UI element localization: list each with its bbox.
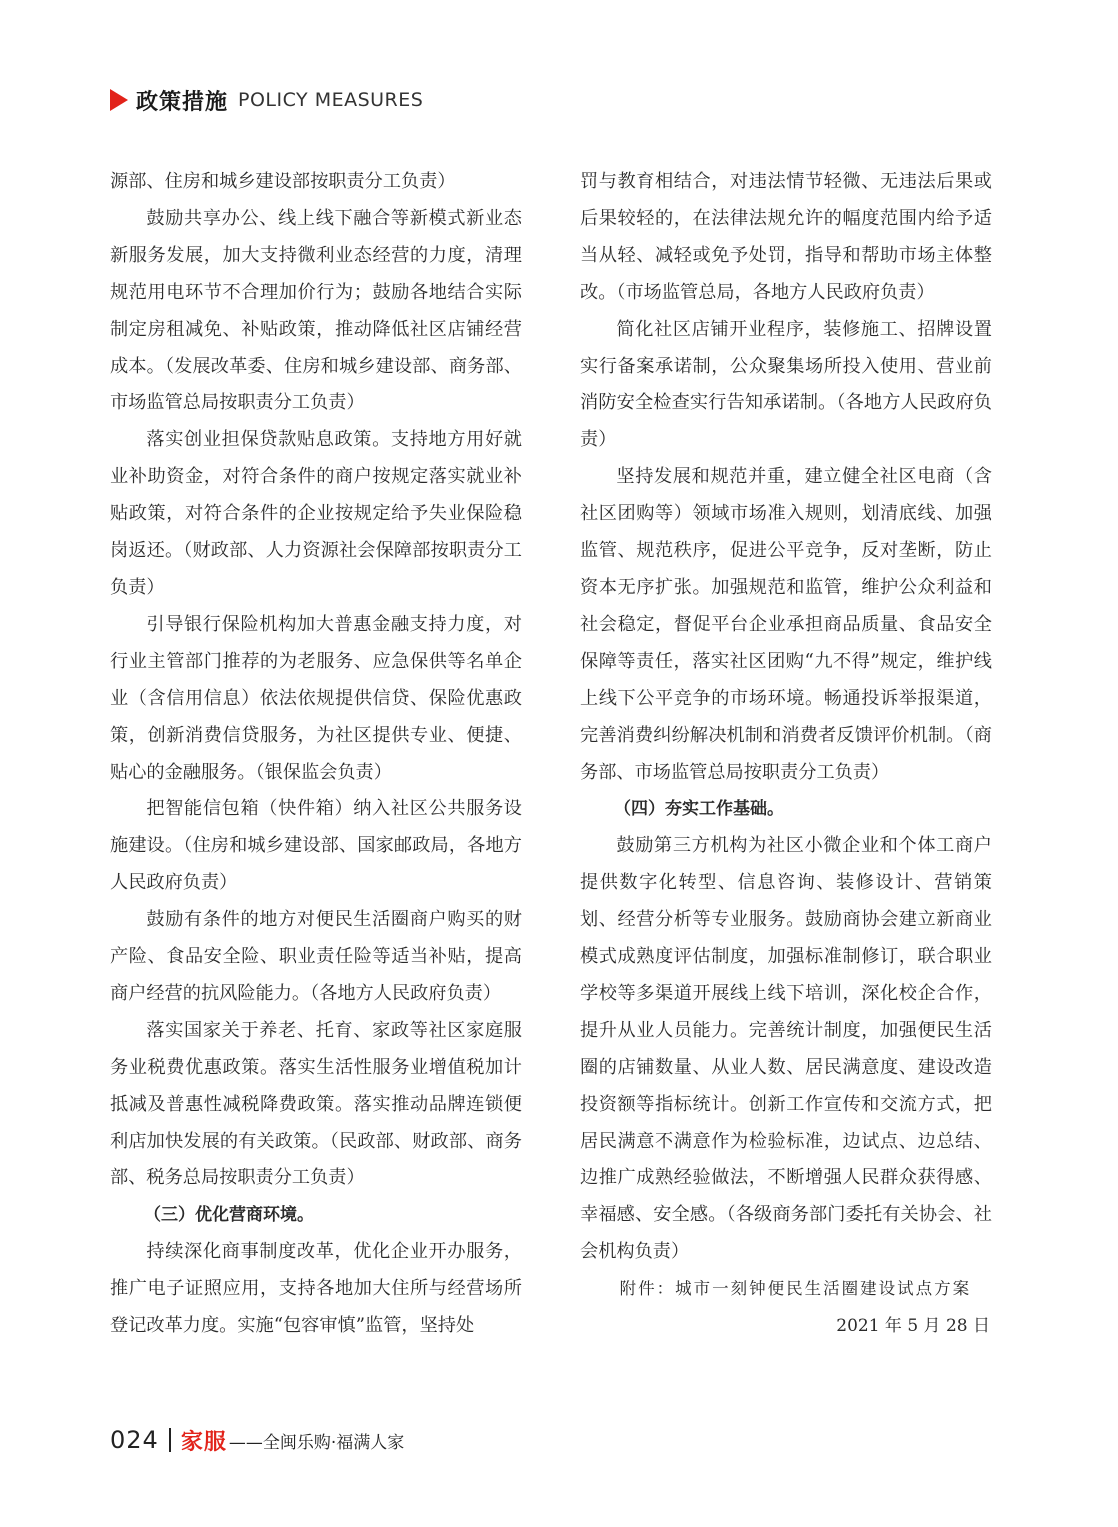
page-footer [110,1424,404,1456]
page-number: 024 [110,1426,159,1454]
paragraph: 把智能信包箱（快件箱）纳入社区公共服务设施建设。（住房和城乡建设部、国家邮政局，各地方人民政府负责） [110,798,522,894]
paragraph: 引导银行保险机构加大普惠金融支持力度，对行业主管部门推荐的为老服务、应急保供等名单企业（含信用信息）依法依规提供信贷、保险优惠政策，创新消费信贷服务，为社区提供专业、便捷、贴心的金融服务。（银保监会负责） [110,613,522,783]
paragraph: 简化社区店铺开业程序，装修施工、招牌设置实行备案承诺制，公众聚集场所投入使用、营业前消防安全检查实行告知承诺制。（各地方人民政府负责） [580,318,992,451]
paragraph: 罚与教育相结合，对违法情节轻微、无违法后果或后果较轻的，在法律法规允许的幅度范围内给予适当从轻、减轻或免予处罚，指导和帮助市场主体整改。（市场监管总局，各地方人民政府负责） [580,171,992,303]
document-date: 2021 年 5 月 28 日 [836,1316,990,1337]
left-column [110,164,522,1345]
section-heading: （三）优化营商环境。 [144,1205,314,1226]
attachment-note: 附件：城市一刻钟便民生活圈建设试点方案 [619,1279,972,1299]
footer-divider [169,1428,171,1452]
triangle-marker-icon [110,89,128,111]
magazine-slogan: ——全闽乐购·福满人家 [228,1432,405,1453]
paragraph: 坚持发展和规范并重，建立健全社区电商（含社区团购等）领域市场准入规则，划清底线、加强监管、规范秩序，促进公平竞争，反对垄断，防止资本无序扩张。加强规范和监管，维护公众利益和社会稳定，督促平台企业承担商品质量、食品安全保障等责任，落实社区团购“九不得”规定，维护线上线下公平竞争的市场环境。畅通投诉举报渠道，完善消费纠纷解决机制和消费者反馈评价机制。（商务部、市场监管总局按职责分工负责） [580,466,992,783]
paragraph: 鼓励第三方机构为社区小微企业和个体工商户提供数字化转型、信息咨询、装修设计、营销策划、经营分析等专业服务。鼓励商协会建立新商业模式成熟度评估制度，加强标准制修订，联合职业学校等多渠道开展线上线下培训，深化校企合作，提升从业人员能力。完善统计制度，加强便民生活圈的店铺数量、从业人数、居民满意度、建设改造投资额等指标统计。创新工作宣传和交流方式，把居民满意不满意作为检验标准，边试点、边总结、边推广成熟经验做法，不断增强人民群众获得感、幸福感、安全感。（各级商务部门委托有关协会、社会机构负责） [580,835,992,1263]
section-title-cn: 政策措施 [136,89,229,115]
paragraph: 鼓励有条件的地方对便民生活圈商户购买的财产险、食品安全险、职业责任险等适当补贴，提高商户经营的抗风险能力。（各地方人民政府负责） [110,909,522,1004]
section-title-en: POLICY MEASURES [238,89,424,111]
paragraph: 鼓励共享办公、线上线下融合等新模式新业态新服务发展，加大支持微利业态经营的力度，清理规范用电环节不合理加价行为；鼓励各地结合实际制定房租减免、补贴政策，推动降低社区店铺经营成本。（发展改革委、住房和城乡建设部、商务部、市场监管总局按职责分工负责） [110,207,522,414]
section-heading: （四）夯实工作基础。 [614,799,784,820]
paragraph: 落实创业担保贷款贴息政策。支持地方用好就业补助资金，对符合条件的商户按规定落实就业补贴政策，对符合条件的企业按规定给予失业保险稳岗返还。（财政部、人力资源社会保障部按职责分工负责） [110,429,522,598]
paragraph: 持续深化商事制度改革，优化企业开办服务，推广电子证照应用，支持各地加大住所与经营场所登记改革力度。实施“包容审慎”监管，坚持处 [110,1241,522,1337]
section-header [110,84,423,116]
paragraph: 落实国家关于养老、托育、家政等社区家庭服务业税费优惠政策。落实生活性服务业增值税加计抵减及普惠性减税降费政策。落实推动品牌连锁便利店加快发展的有关政策。（民政部、财政部、商务部、税务总局按职责分工负责） [110,1019,522,1189]
paragraph: 源部、住房和城乡建设部按职责分工负责） [110,171,456,192]
magazine-brand: 家服 [180,1429,227,1455]
right-column [580,164,992,1345]
